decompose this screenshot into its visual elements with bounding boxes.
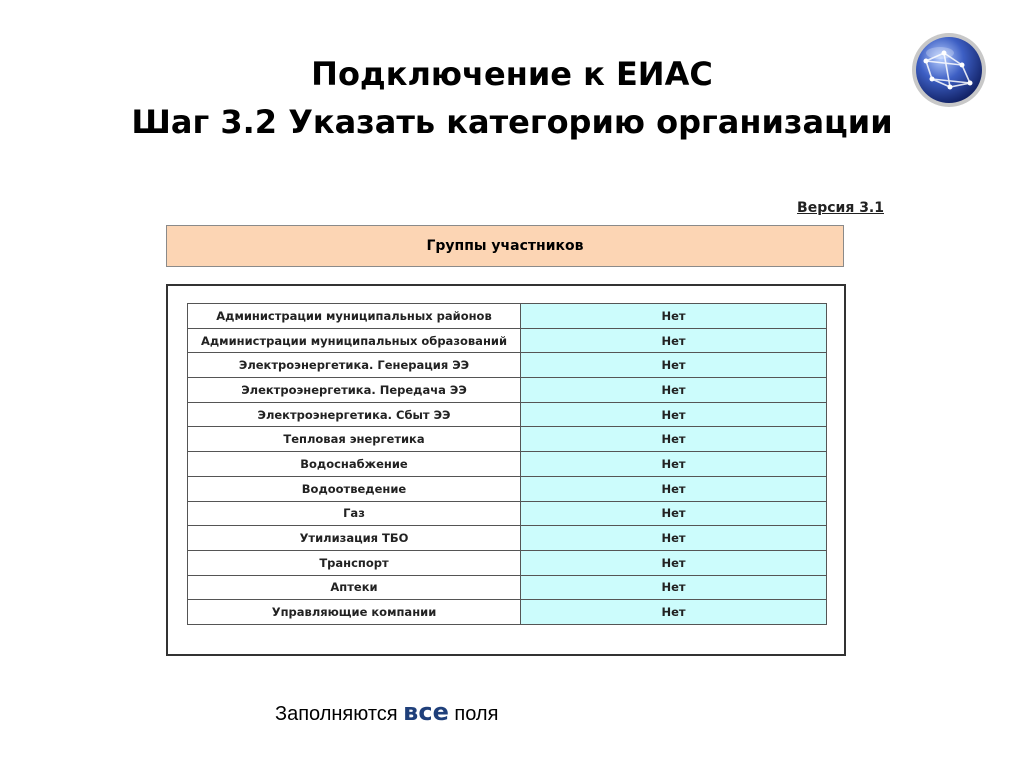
title-line-2: Шаг 3.2 Указать категорию организации — [131, 103, 893, 141]
table-row — [188, 575, 827, 600]
category-value-select[interactable]: Нет — [521, 600, 827, 625]
category-value-select[interactable]: Нет — [521, 427, 827, 452]
category-label: Водоотведение — [188, 476, 521, 501]
category-value-select[interactable]: Нет — [521, 550, 827, 575]
category-value-select[interactable]: Нет — [521, 452, 827, 477]
category-value-select[interactable]: Нет — [521, 476, 827, 501]
footer-emphasis: все — [403, 698, 449, 726]
page-title — [0, 50, 1024, 146]
table-row — [188, 328, 827, 353]
category-value-select[interactable]: Нет — [521, 353, 827, 378]
category-label: Электроэнергетика. Генерация ЭЭ — [188, 353, 521, 378]
table-row — [188, 378, 827, 403]
table-row — [188, 550, 827, 575]
category-table — [187, 303, 827, 625]
category-label: Электроэнергетика. Передача ЭЭ — [188, 378, 521, 403]
category-label: Управляющие компании — [188, 600, 521, 625]
table-row — [188, 501, 827, 526]
footer-text-after: поля — [454, 703, 499, 725]
footer-note — [275, 698, 498, 726]
category-label: Аптеки — [188, 575, 521, 600]
table-row — [188, 402, 827, 427]
globe-network-icon — [910, 31, 988, 109]
category-value-select[interactable]: Нет — [521, 378, 827, 403]
category-label: Администрации муниципальных районов — [188, 304, 521, 329]
category-label: Газ — [188, 501, 521, 526]
title-line-1: Подключение к ЕИАС — [311, 55, 713, 93]
category-label: Тепловая энергетика — [188, 427, 521, 452]
category-label: Водоснабжение — [188, 452, 521, 477]
table-row — [188, 526, 827, 551]
category-value-select[interactable]: Нет — [521, 501, 827, 526]
category-label: Электроэнергетика. Сбыт ЭЭ — [188, 402, 521, 427]
category-label: Утилизация ТБО — [188, 526, 521, 551]
version-link[interactable]: Версия 3.1 — [797, 200, 884, 216]
table-row — [188, 476, 827, 501]
category-label: Администрации муниципальных образований — [188, 328, 521, 353]
table-row — [188, 304, 827, 329]
table-row — [188, 427, 827, 452]
table-row — [188, 600, 827, 625]
footer-text-before: Заполняются — [275, 703, 398, 725]
category-label: Транспорт — [188, 550, 521, 575]
category-value-select[interactable]: Нет — [521, 402, 827, 427]
category-value-select[interactable]: Нет — [521, 328, 827, 353]
category-value-select[interactable]: Нет — [521, 526, 827, 551]
category-value-select[interactable]: Нет — [521, 304, 827, 329]
table-row — [188, 452, 827, 477]
category-value-select[interactable]: Нет — [521, 575, 827, 600]
participant-groups-header: Группы участников — [166, 225, 844, 267]
table-row — [188, 353, 827, 378]
